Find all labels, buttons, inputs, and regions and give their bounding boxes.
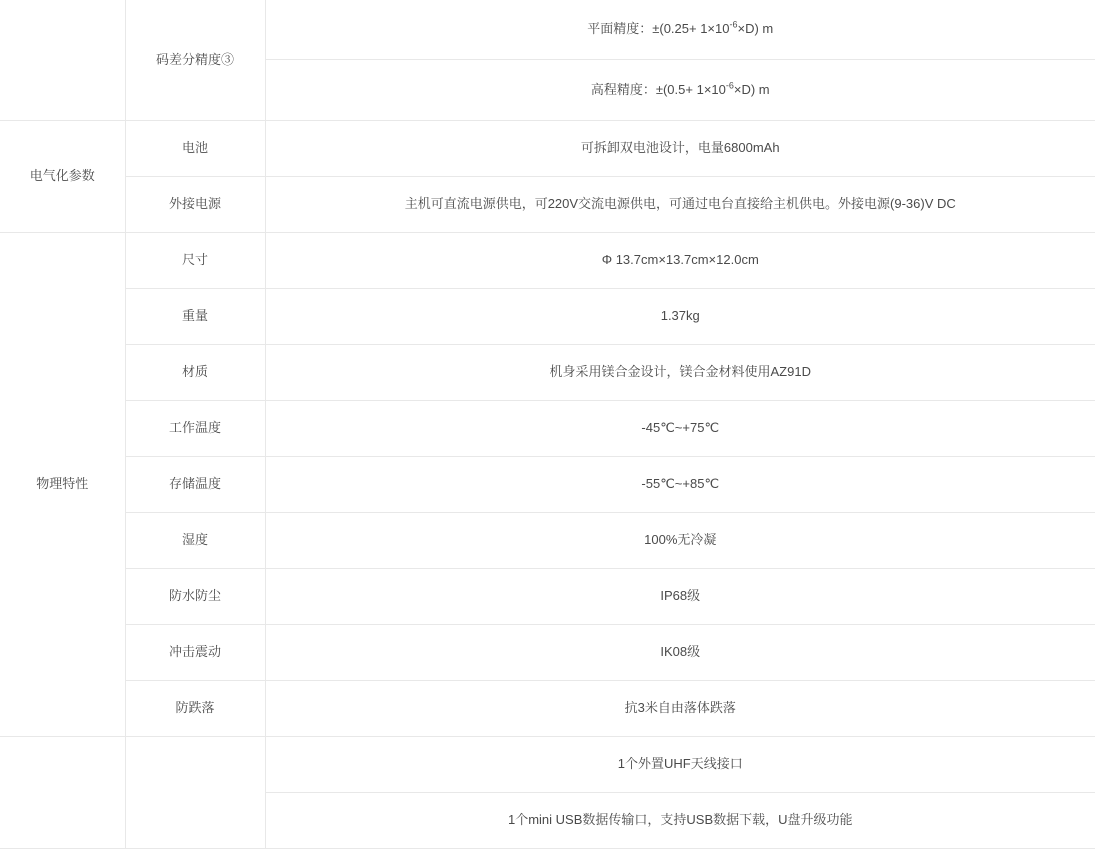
table-row [0,401,1095,457]
table-row [0,737,1095,793]
table-row [0,569,1095,625]
value-cell-weight [265,289,1095,345]
value-cell-storage-temperature [265,457,1095,513]
value-text-prefix: 平面精度：±(0.25+ 1×10 [587,21,730,37]
label-text: 尺寸 [181,252,208,268]
value-cell-waterproof-dustproof [265,569,1095,625]
value-text-exponent: -6 [725,80,734,91]
value-cell-battery [265,121,1095,177]
label-cell-material [125,345,265,401]
value-cell-material [265,345,1095,401]
value-text-prefix: 高程精度：±(0.5+ 1×10 [590,81,726,97]
value-text-suffix: ×D) m [733,81,770,97]
table-row [0,233,1095,289]
label-text: 外接电源 [168,196,221,212]
table-row [0,681,1095,737]
value-cell-humidity [265,513,1095,569]
value-text: 100%无冷凝 [644,532,717,548]
label-cell-operating-temperature [125,401,265,457]
value-text: 抗3米自由落体跌落 [624,700,736,716]
table-row [0,289,1095,345]
label-text: 工作温度 [168,420,221,436]
label-text: 防水防尘 [168,588,221,604]
label-text: 码差分精度③ [155,51,234,67]
value-text: 1.37kg [660,308,700,324]
value-text: 可拆卸双电池设计，电量6800mAh [580,140,780,156]
value-cell-dimensions [265,233,1095,289]
label-cell-storage-temperature [125,457,265,513]
value-cell-mini-usb-port [265,793,1095,849]
label-text: 湿度 [181,532,208,548]
label-cell-shock-vibration [125,625,265,681]
label-text: 材质 [181,364,208,380]
value-text: 1个mini USB数据传输口，支持USB数据下载，U盘升级功能 [507,812,853,828]
label-cell-humidity [125,513,265,569]
value-cell-operating-temperature [265,401,1095,457]
value-text: 主机可直流电源供电，可220V交流电源供电，可通过电台直接给主机供电。外接电源(9-36)V DC [404,196,956,212]
label-cell-weight [125,289,265,345]
label-cell-waterproof-dustproof [125,569,265,625]
value-text: Φ 13.7cm×13.7cm×12.0cm [601,252,759,268]
label-cell-code-differential-accuracy [125,0,265,121]
table-row [0,121,1095,177]
group-label-text: 电气化参数 [29,168,95,184]
value-cell-shock-vibration [265,625,1095,681]
value-text: -45℃~+75℃ [641,420,720,436]
value-text: IP68级 [660,588,701,604]
group-cell-electrical-parameters [0,121,125,233]
value-text-suffix: ×D) m [737,21,774,37]
table-row [0,625,1095,681]
value-cell-vertical-accuracy [265,60,1095,121]
value-text: IK08级 [660,644,701,660]
table-row [0,457,1095,513]
label-text: 重量 [181,308,208,324]
label-cell-dimensions [125,233,265,289]
label-text: 电池 [181,140,208,156]
group-label-text: 物理特性 [36,476,89,492]
table-row [0,513,1095,569]
label-text: 冲击震动 [168,644,221,660]
value-cell-drop-resistance [265,681,1095,737]
label-text: 防跌落 [175,700,215,716]
label-text: 存储温度 [168,476,221,492]
value-text-exponent: -6 [729,20,738,31]
table-row [0,177,1095,233]
table-row [0,345,1095,401]
label-cell-drop-resistance [125,681,265,737]
label-cell-battery [125,121,265,177]
value-cell-horizontal-accuracy [265,0,1095,60]
value-text: -55℃~+85℃ [641,476,720,492]
value-text: 机身采用镁合金设计，镁合金材料使用AZ91D [549,364,811,380]
value-text: 1个外置UHF天线接口 [617,756,743,772]
table-row [0,0,1095,60]
group-cell-interfaces [0,737,125,849]
value-cell-uhf-antenna-port [265,737,1095,793]
group-cell-physical-properties [0,233,125,737]
label-cell-external-power [125,177,265,233]
group-cell-empty [0,0,125,121]
label-cell-interfaces [125,737,265,849]
value-cell-external-power [265,177,1095,233]
